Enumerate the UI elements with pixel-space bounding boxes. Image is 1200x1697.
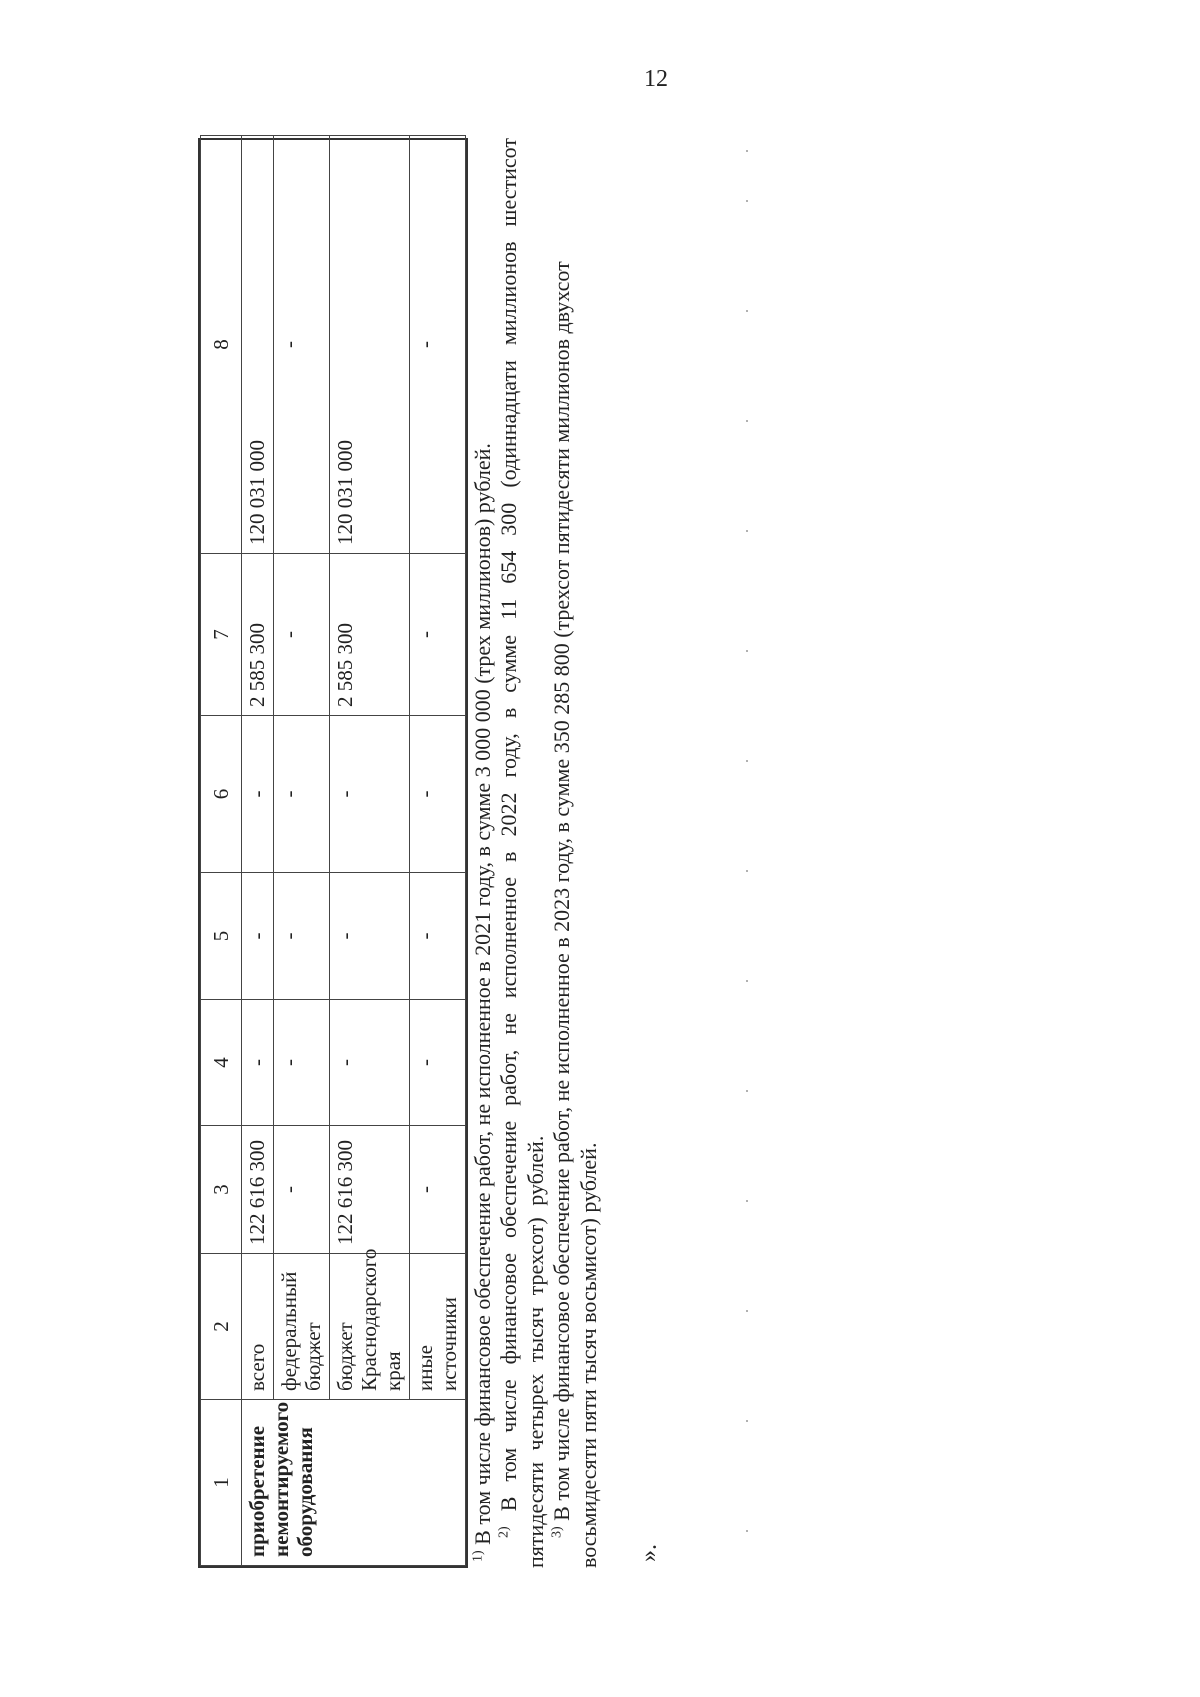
value-cell: - — [242, 716, 274, 873]
closing-quote: ». — [636, 1544, 662, 1562]
scan-speck — [746, 150, 748, 152]
value-cell: - — [409, 716, 465, 873]
column-header: 4 — [201, 1000, 242, 1126]
scan-speck — [746, 1200, 748, 1202]
footnotes — [470, 138, 602, 1568]
value-cell: 2 585 300 — [242, 554, 274, 716]
value-cell: - — [242, 1000, 274, 1126]
value-cell: - — [273, 136, 329, 554]
scan-speck — [746, 1310, 748, 1312]
value-cell: 120 031 000 — [329, 136, 409, 554]
footnote-text: В том числе финансовое обеспечение работ, не исполненное в 2023 году, в сумме 350 285 800 (трехсот пятидесяти миллионов двухсот восьмидесяти пяти тысяч восьмисот) рублей. — [549, 261, 601, 1568]
source-cell — [329, 1248, 409, 1400]
item-name-cell — [242, 1400, 466, 1566]
table-header-row — [201, 136, 242, 1566]
scan-speck — [746, 420, 748, 422]
scan-speck — [746, 650, 748, 652]
scan-speck — [746, 1090, 748, 1092]
scan-speck — [746, 980, 748, 982]
value-cell: - — [242, 873, 274, 1000]
value-cell: 122 616 300 — [329, 1126, 409, 1254]
footnote-text: В том числе финансовое обеспечение работ, не исполненное в 2021 году, в сумме 3 000 000 (трех миллионов) рублей. — [470, 443, 495, 1545]
scan-speck — [746, 530, 748, 532]
value-cell: 122 616 300 — [242, 1126, 274, 1254]
item-name-line: приобретение — [245, 1425, 269, 1557]
column-header: 1 — [201, 1400, 242, 1566]
funding-table-container — [198, 138, 468, 1568]
value-cell: - — [273, 1126, 329, 1254]
value-cell: - — [273, 1000, 329, 1126]
value-cell: - — [409, 873, 465, 1000]
footnote — [549, 138, 602, 1568]
funding-table — [200, 135, 466, 1566]
table-row — [242, 136, 274, 1566]
footnote-mark: 3) — [549, 1526, 565, 1538]
column-header: 2 — [201, 1254, 242, 1400]
value-cell: - — [273, 873, 329, 1000]
value-cell: - — [329, 873, 409, 1000]
source-line: федеральный — [276, 1271, 301, 1391]
value-cell: 120 031 000 — [242, 136, 274, 554]
source-line: иные — [412, 1345, 437, 1391]
value-cell: - — [409, 1126, 465, 1254]
column-header: 8 — [201, 136, 242, 554]
source-cell — [273, 1254, 329, 1400]
value-cell: - — [409, 1000, 465, 1126]
value-cell: - — [409, 136, 465, 554]
column-header: 6 — [201, 716, 242, 873]
source-line: всего — [245, 1343, 269, 1391]
value-cell: - — [273, 716, 329, 873]
scan-speck — [746, 1530, 748, 1532]
source-cell — [409, 1254, 465, 1400]
source-line: источники — [437, 1297, 462, 1391]
footnote — [470, 138, 496, 1568]
footnote-text: В том числе финансовое обеспечение работ, не исполненное в 2022 году, в сумме 11 654 300 (одиннадцати миллионов шестисот пятидесяти четырех тысяч трехсот) рублей. — [496, 138, 548, 1568]
source-line: бюджет — [332, 1322, 357, 1391]
value-cell: - — [409, 554, 465, 716]
column-header: 3 — [201, 1126, 242, 1254]
item-name-line: оборудования — [293, 1427, 318, 1557]
scan-speck — [746, 760, 748, 762]
footnote — [496, 138, 549, 1568]
scan-speck — [746, 1420, 748, 1422]
column-header: 5 — [201, 873, 242, 1000]
value-cell: - — [329, 1000, 409, 1126]
source-line: Краснодарского — [356, 1248, 381, 1391]
page-number: 12 — [644, 66, 668, 92]
footnote-mark: 1) — [470, 1550, 486, 1562]
scan-speck — [746, 870, 748, 872]
column-header: 7 — [201, 554, 242, 716]
table-row — [329, 136, 409, 1566]
source-line: края — [380, 1351, 405, 1391]
rotated-content — [198, 98, 662, 1568]
scan-speck — [746, 310, 748, 312]
item-name-line: немонтируемого — [269, 1401, 294, 1557]
value-cell: - — [273, 554, 329, 716]
scan-speck — [746, 200, 748, 202]
value-cell: 2 585 300 — [329, 554, 409, 716]
table-row — [273, 136, 329, 1566]
footnote-mark: 2) — [497, 1526, 513, 1538]
table-row — [409, 136, 465, 1566]
source-cell — [242, 1254, 274, 1400]
value-cell: - — [329, 716, 409, 873]
source-line: бюджет — [300, 1322, 325, 1391]
